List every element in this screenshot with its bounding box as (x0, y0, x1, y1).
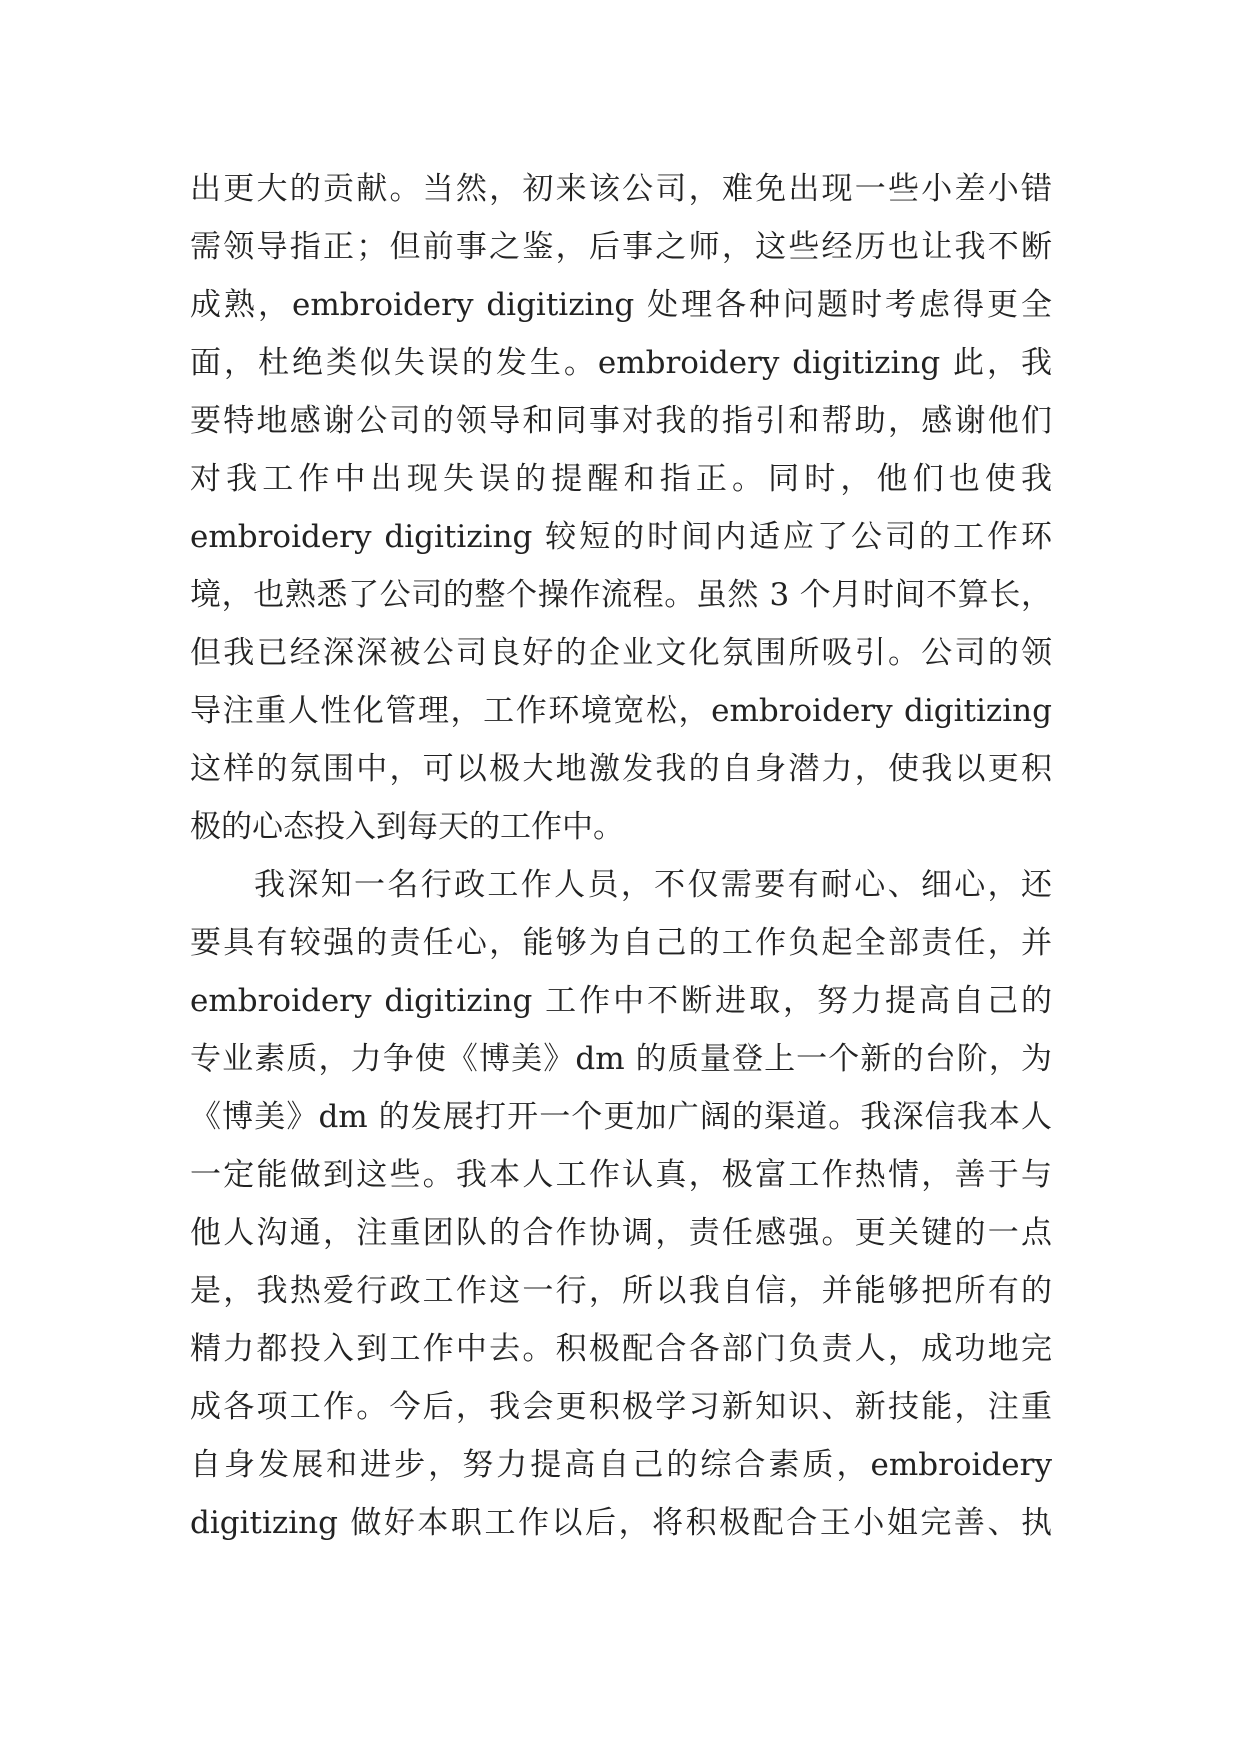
text-line: 需领导指正；但前事之鉴，后事之师，这些经历也让我不断 (190, 229, 1052, 265)
text-line: embroidery digitizing 较短的时间内适应了公司的工作环 (190, 519, 1052, 555)
text-line: 一定能做到这些。我本人工作认真，极富工作热情，善于与 (190, 1157, 1052, 1193)
text-line: 精力都投入到工作中去。积极配合各部门负责人，成功地完 (190, 1331, 1052, 1367)
body-text (190, 160, 1052, 1552)
text-line: 这样的氛围中，可以极大地激发我的自身潜力，使我以更积 (190, 751, 1052, 787)
text-line: digitizing 做好本职工作以后，将积极配合王小姐完善、执 (190, 1505, 1052, 1541)
text-line: 成各项工作。今后，我会更积极学习新知识、新技能，注重 (190, 1389, 1052, 1425)
text-line: 我深知一名行政工作人员，不仅需要有耐心、细心，还 (254, 867, 1052, 903)
text-line: 导注重人性化管理，工作环境宽松，embroidery digitizing (190, 693, 1052, 729)
text-line: 要特地感谢公司的领导和同事对我的指引和帮助，感谢他们 (190, 403, 1052, 439)
text-line: 但我已经深深被公司良好的企业文化氛围所吸引。公司的领 (190, 635, 1052, 671)
text-line: 要具有较强的责任心，能够为自己的工作负起全部责任，并 (190, 925, 1052, 961)
paragraph-2 (190, 856, 1052, 1552)
text-line: 自身发展和进步，努力提高自己的综合素质，embroidery (190, 1447, 1052, 1483)
text-line: 是，我热爱行政工作这一行，所以我自信，并能够把所有的 (190, 1273, 1052, 1309)
text-line: 成熟，embroidery digitizing 处理各种问题时考虑得更全 (190, 287, 1052, 323)
text-line: 《博美》dm 的发展打开一个更加广阔的渠道。我深信我本人 (190, 1099, 1052, 1135)
text-line: 出更大的贡献。当然，初来该公司，难免出现一些小差小错 (190, 171, 1052, 207)
text-line: 他人沟通，注重团队的合作协调，责任感强。更关键的一点 (190, 1215, 1052, 1251)
paragraph-1 (190, 160, 1052, 856)
text-line: 境，也熟悉了公司的整个操作流程。虽然 3 个月时间不算长， (190, 577, 1052, 613)
text-line: embroidery digitizing 工作中不断进取，努力提高自己的 (190, 983, 1052, 1019)
text-line: 专业素质，力争使《博美》dm 的质量登上一个新的台阶，为 (190, 1041, 1052, 1077)
text-line: 极的心态投入到每天的工作中。 (190, 809, 624, 845)
text-line: 对我工作中出现失误的提醒和指正。同时，他们也使我 (190, 461, 1052, 497)
text-line: 面，杜绝类似失误的发生。embroidery digitizing 此，我 (190, 345, 1052, 381)
